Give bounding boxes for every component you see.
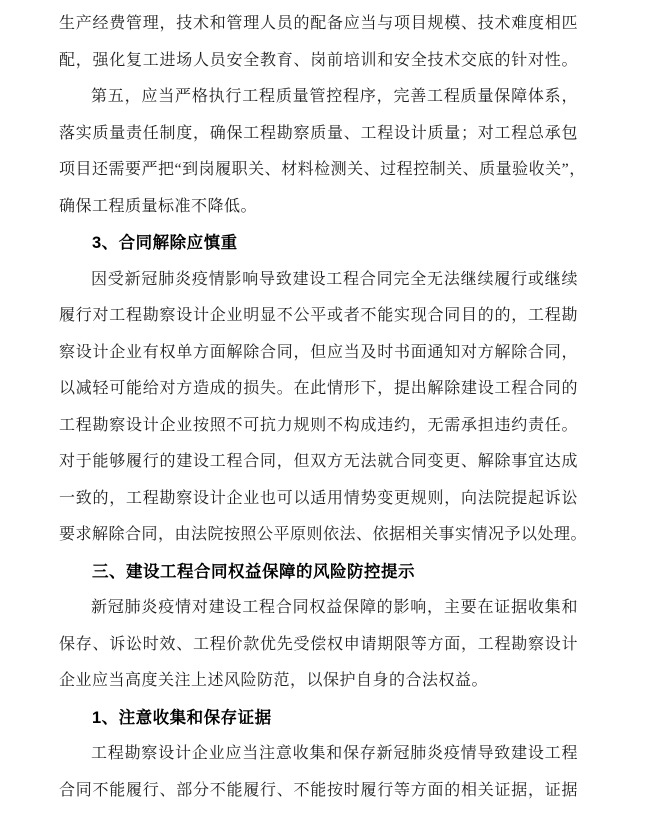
text-line: 第五，应当严格执行工程质量管控程序，完善工程质量保障体系， xyxy=(91,88,578,105)
heading-line: 1、注意收集和保存证据 xyxy=(92,708,272,727)
text-line: 确保工程质量标准不降低。 xyxy=(59,197,258,215)
text-line: 落实质量责任制度，确保工程勘察质量、工程设计质量；对工程总承包 xyxy=(59,124,578,142)
text-line: 履行对工程勘察设计企业明显不公平或者不能实现合同目的的，工程勘 xyxy=(59,307,578,324)
paragraph xyxy=(59,736,578,809)
section-heading xyxy=(59,554,578,591)
text-line: 对于能够履行的建设工程合同，但双方无法就合同变更、解除事宜达成 xyxy=(59,453,578,470)
text-line: 察设计企业有权单方面解除合同，但应当及时书面通知对方解除合同， xyxy=(59,343,578,361)
text-line: 以减轻可能给对方造成的损失。在此情形下，提出解除建设工程合同的 xyxy=(59,380,578,397)
heading-line: 3、合同解除应慎重 xyxy=(92,234,238,252)
section-heading xyxy=(59,225,578,262)
text-line: 生产经费管理，技术和管理人员的配备应当与项目规模、技术难度相匹 xyxy=(59,15,578,32)
document-body xyxy=(59,6,588,809)
text-line: 一致的，工程勘察设计企业也可以适用情势变更规则，向法院提起诉讼 xyxy=(59,489,578,507)
section-heading xyxy=(59,700,578,737)
text-line: 要求解除合同，由法院按照公平原则依法、依据相关事实情况予以处理。 xyxy=(59,526,588,543)
paragraph xyxy=(59,6,578,79)
paragraph xyxy=(59,590,578,700)
text-line: 工程勘察设计企业应当注意收集和保存新冠肺炎疫情导致建设工程 xyxy=(91,745,578,762)
text-line: 配，强化复工进场人员安全教育、岗前培训和安全技术交底的针对性。 xyxy=(59,51,578,69)
text-line: 新冠肺炎疫情对建设工程合同权益保障的影响，主要在证据收集和 xyxy=(91,599,578,616)
text-line: 工程勘察设计企业按照不可抗力规则不构成违约，无需承担违约责任。 xyxy=(59,416,578,434)
text-line: 合同不能履行、部分不能履行、不能按时履行等方面的相关证据，证据 xyxy=(59,781,578,799)
text-line: 企业应当高度关注上述风险防范，以保护自身的合法权益。 xyxy=(59,672,489,689)
text-line: 保存、诉讼时效、工程价款优先受偿权申请期限等方面，工程勘察设计 xyxy=(59,635,578,653)
text-line: 因受新冠肺炎疫情影响导致建设工程合同完全无法继续履行或继续 xyxy=(91,270,578,288)
paragraph xyxy=(59,79,586,225)
text-line: 项目还需要严把“到岗履职关、材料检测关、过程控制关、质量验收关”， xyxy=(59,161,586,178)
heading-line: 三、建设工程合同权益保障的风险防控提示 xyxy=(92,562,415,581)
paragraph xyxy=(59,262,588,554)
